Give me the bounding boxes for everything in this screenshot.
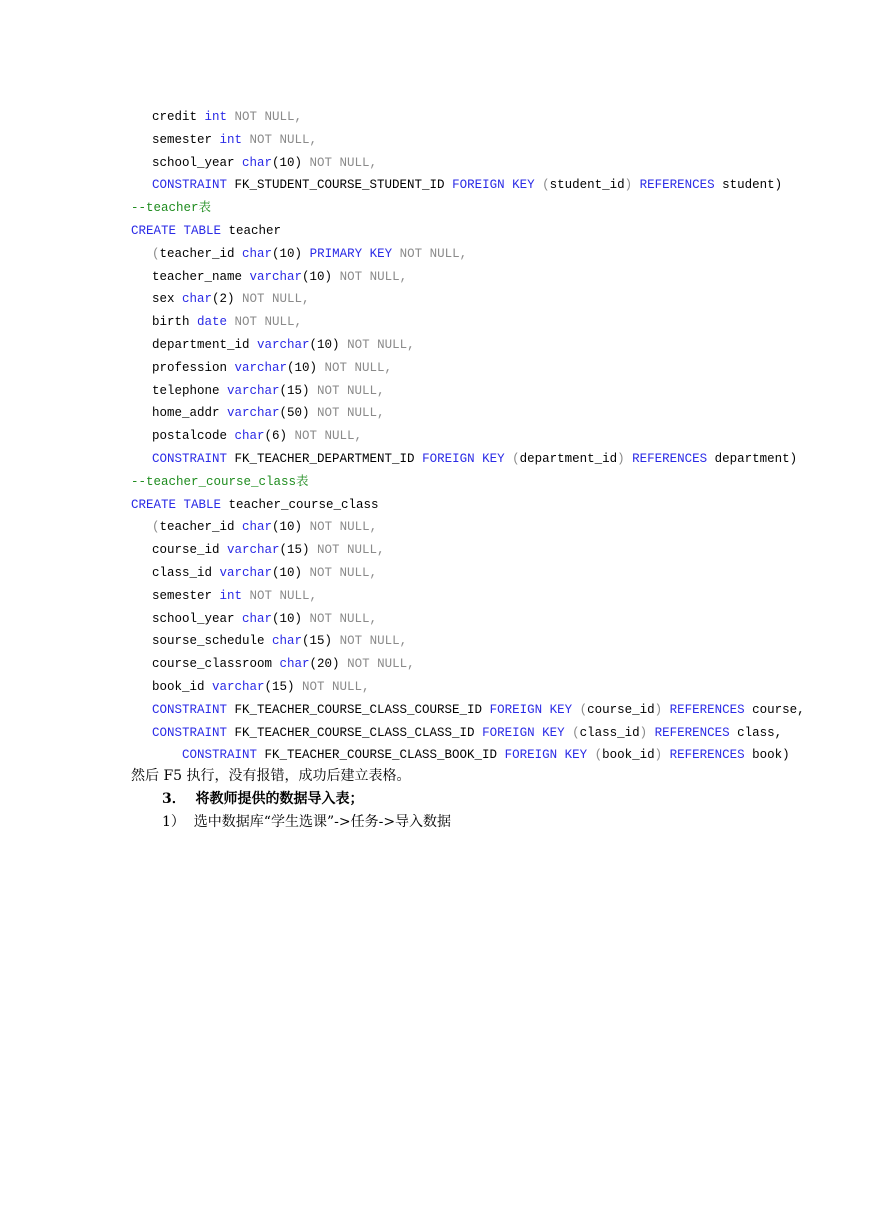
code-line: [152, 246, 467, 262]
sql-token: book_id: [152, 680, 213, 694]
sql-token: teacher_id: [159, 520, 243, 535]
sql-keyword: FOREIGN KEY: [422, 452, 505, 466]
sql-token: NOT NULL,: [242, 132, 318, 147]
step-3-heading: 3． 将教师提供的数据导入表；: [162, 791, 364, 807]
sql-token: (: [572, 702, 588, 717]
sql-token: NOT NULL,: [302, 520, 378, 535]
sql-token: NOT NULL,: [287, 429, 363, 444]
sql-token: (15): [264, 680, 295, 694]
sql-token: teacher_id: [159, 246, 243, 261]
sql-keyword: FOREIGN KEY: [452, 178, 535, 193]
code-line: [152, 542, 385, 558]
sql-keyword: char: [242, 611, 273, 626]
sql-token: student): [714, 178, 783, 193]
sql-token: class,: [729, 725, 783, 740]
sql-token: department): [707, 452, 798, 466]
sql-keyword: int: [204, 110, 228, 124]
sql-token: NOT NULL,: [309, 383, 385, 398]
sql-keyword: FOREIGN KEY: [482, 725, 565, 740]
sql-token: ): [654, 702, 670, 717]
sql-keyword: int: [219, 588, 243, 603]
sql-token: teacher: [221, 224, 282, 238]
sql-token: NOT NULL,: [309, 406, 385, 421]
sql-keyword: varchar: [257, 338, 310, 352]
sql-keyword: REFERENCES: [669, 702, 745, 717]
code-line: [152, 633, 407, 649]
sql-token: NOT NULL,: [332, 269, 408, 284]
sql-keyword: char: [242, 155, 273, 170]
sql-token: (: [504, 452, 520, 466]
sql-token: NOT NULL,: [234, 292, 310, 307]
sql-token: NOT NULL,: [339, 657, 415, 672]
sql-keyword: char: [234, 429, 265, 444]
sql-keyword: varchar: [227, 383, 280, 398]
code-line: [152, 611, 377, 627]
sql-token: NOT NULL,: [227, 315, 303, 330]
sql-token: semester: [152, 132, 220, 147]
sql-token: NOT NULL,: [242, 588, 318, 603]
sql-token: NOT NULL,: [302, 611, 378, 626]
code-line: [182, 747, 790, 763]
sql-token: class_id: [152, 566, 220, 580]
sql-token: NOT NULL,: [227, 110, 303, 124]
code-line: [152, 519, 377, 535]
sql-token: ): [654, 748, 670, 763]
sql-token: NOT NULL,: [309, 543, 385, 558]
sql-token: postalcode: [152, 429, 235, 444]
sql-keyword: FOREIGN KEY: [504, 748, 588, 763]
sql-token: book_id: [602, 748, 655, 763]
sql-token: (2): [212, 292, 235, 307]
sql-keyword: varchar: [249, 269, 303, 284]
sql-keyword: varchar: [227, 406, 280, 421]
sql-keyword: PRIMARY KEY: [309, 246, 393, 261]
sql-token: course_id: [152, 543, 228, 558]
sql-keyword: CONSTRAINT: [152, 725, 228, 740]
sql-token: (: [587, 748, 603, 763]
code-line: [152, 656, 415, 672]
sql-token: (50): [279, 406, 310, 421]
code-line: [152, 291, 310, 307]
sql-keyword: CREATE TABLE: [131, 224, 222, 238]
sql-token: profession: [152, 360, 235, 375]
sql-keyword: varchar: [234, 360, 288, 375]
sql-keyword: FOREIGN KEY: [489, 702, 573, 717]
sql-token: (10): [272, 566, 303, 580]
code-line: [152, 360, 392, 376]
sql-token: (20): [309, 657, 340, 672]
sql-token: (: [152, 520, 160, 535]
sql-token: NOT NULL,: [302, 155, 378, 170]
sql-token: telephone: [152, 383, 228, 398]
code-line: [152, 383, 385, 399]
sql-keyword: int: [219, 132, 243, 147]
sql-token: NOT NULL,: [339, 338, 415, 352]
sql-token: NOT NULL,: [332, 634, 408, 649]
sql-token: (15): [279, 543, 310, 558]
sql-keyword: CONSTRAINT: [152, 178, 228, 193]
sql-token: school_year: [152, 155, 243, 170]
sql-keyword: char: [242, 246, 273, 261]
sql-token: FK_TEACHER_COURSE_CLASS_COURSE_ID: [227, 702, 490, 717]
execution-note: 然后 F5 执行，没有报错，成功后建立表格。: [131, 768, 411, 784]
sql-comment: --teacher表: [131, 201, 212, 216]
sql-token: (10): [287, 360, 318, 375]
code-line: [152, 428, 362, 444]
sql-keyword: char: [279, 657, 310, 672]
sql-keyword: REFERENCES: [639, 178, 715, 193]
sql-keyword: date: [197, 315, 228, 330]
code-line: [152, 132, 317, 148]
step-3-1-instruction: 1） 选中数据库“学生选课”->任务->导入数据: [162, 814, 452, 830]
sql-token: NOT NULL,: [294, 680, 370, 694]
sql-token: department_id: [519, 452, 618, 466]
code-line: [131, 223, 281, 239]
sql-keyword: REFERENCES: [654, 725, 730, 740]
sql-token: (15): [302, 634, 333, 649]
sql-token: FK_TEACHER_COURSE_CLASS_CLASS_ID: [227, 725, 483, 740]
sql-token: ): [617, 452, 633, 466]
sql-token: NOT NULL,: [392, 246, 468, 261]
sql-token: teacher_name: [152, 269, 250, 284]
code-line: [152, 588, 317, 604]
sql-keyword: CONSTRAINT: [152, 452, 228, 466]
sql-token: (: [534, 178, 550, 193]
sql-keyword: varchar: [212, 680, 265, 694]
sql-token: teacher_course_class: [221, 497, 379, 512]
sql-token: book): [744, 748, 790, 763]
sql-token: (10): [302, 269, 333, 284]
sql-keyword: REFERENCES: [669, 748, 745, 763]
sql-token: semester: [152, 588, 220, 603]
sql-token: (15): [279, 383, 310, 398]
sql-token: credit: [152, 110, 205, 124]
sql-keyword: REFERENCES: [632, 452, 708, 466]
sql-token: (10): [272, 520, 303, 535]
code-line: [131, 497, 379, 513]
sql-token: (: [152, 246, 160, 261]
sql-token: birth: [152, 315, 198, 330]
sql-keyword: CREATE TABLE: [131, 497, 222, 512]
sql-token: (6): [264, 429, 288, 444]
sql-token: (10): [272, 246, 310, 261]
sql-comment: --teacher_course_class表: [131, 474, 309, 489]
sql-keyword: char: [242, 520, 273, 535]
code-line: [152, 109, 302, 125]
sql-token: course_classroom: [152, 657, 280, 672]
code-line: [152, 679, 370, 695]
sql-token: sourse_schedule: [152, 634, 273, 649]
sql-token: FK_TEACHER_COURSE_CLASS_BOOK_ID: [257, 748, 505, 763]
sql-keyword: varchar: [227, 543, 280, 558]
code-line: [152, 155, 377, 171]
sql-keyword: CONSTRAINT: [182, 748, 258, 763]
sql-keyword: char: [182, 292, 213, 307]
code-line: [152, 405, 385, 421]
sql-token: (10): [272, 611, 303, 626]
sql-token: FK_TEACHER_DEPARTMENT_ID: [227, 452, 423, 466]
code-line: [152, 337, 415, 353]
sql-token: (10): [309, 338, 340, 352]
sql-token: student_id: [549, 178, 625, 193]
sql-token: course,: [744, 702, 805, 717]
sql-token: NOT NULL,: [317, 360, 393, 375]
sql-token: class_id: [579, 725, 640, 740]
sql-token: department_id: [152, 338, 258, 352]
sql-token: sex: [152, 292, 183, 307]
sql-token: FK_STUDENT_COURSE_STUDENT_ID: [227, 178, 453, 193]
sql-token: NOT NULL,: [302, 566, 378, 580]
sql-token: (10): [272, 155, 303, 170]
sql-token: ): [624, 178, 640, 193]
sql-token: home_addr: [152, 406, 228, 421]
code-line: [152, 565, 377, 581]
sql-keyword: varchar: [219, 566, 273, 580]
code-line: [152, 725, 782, 741]
code-line: [152, 451, 797, 467]
code-line: [152, 177, 782, 193]
sql-token: course_id: [587, 702, 655, 717]
sql-token: school_year: [152, 611, 243, 626]
code-line: [131, 200, 211, 216]
code-line: [152, 269, 407, 285]
code-line: [131, 474, 309, 490]
code-line: [152, 702, 805, 718]
sql-keyword: char: [272, 634, 303, 649]
sql-token: (: [564, 725, 580, 740]
sql-token: ): [639, 725, 655, 740]
sql-keyword: CONSTRAINT: [152, 702, 228, 717]
code-line: [152, 314, 302, 330]
